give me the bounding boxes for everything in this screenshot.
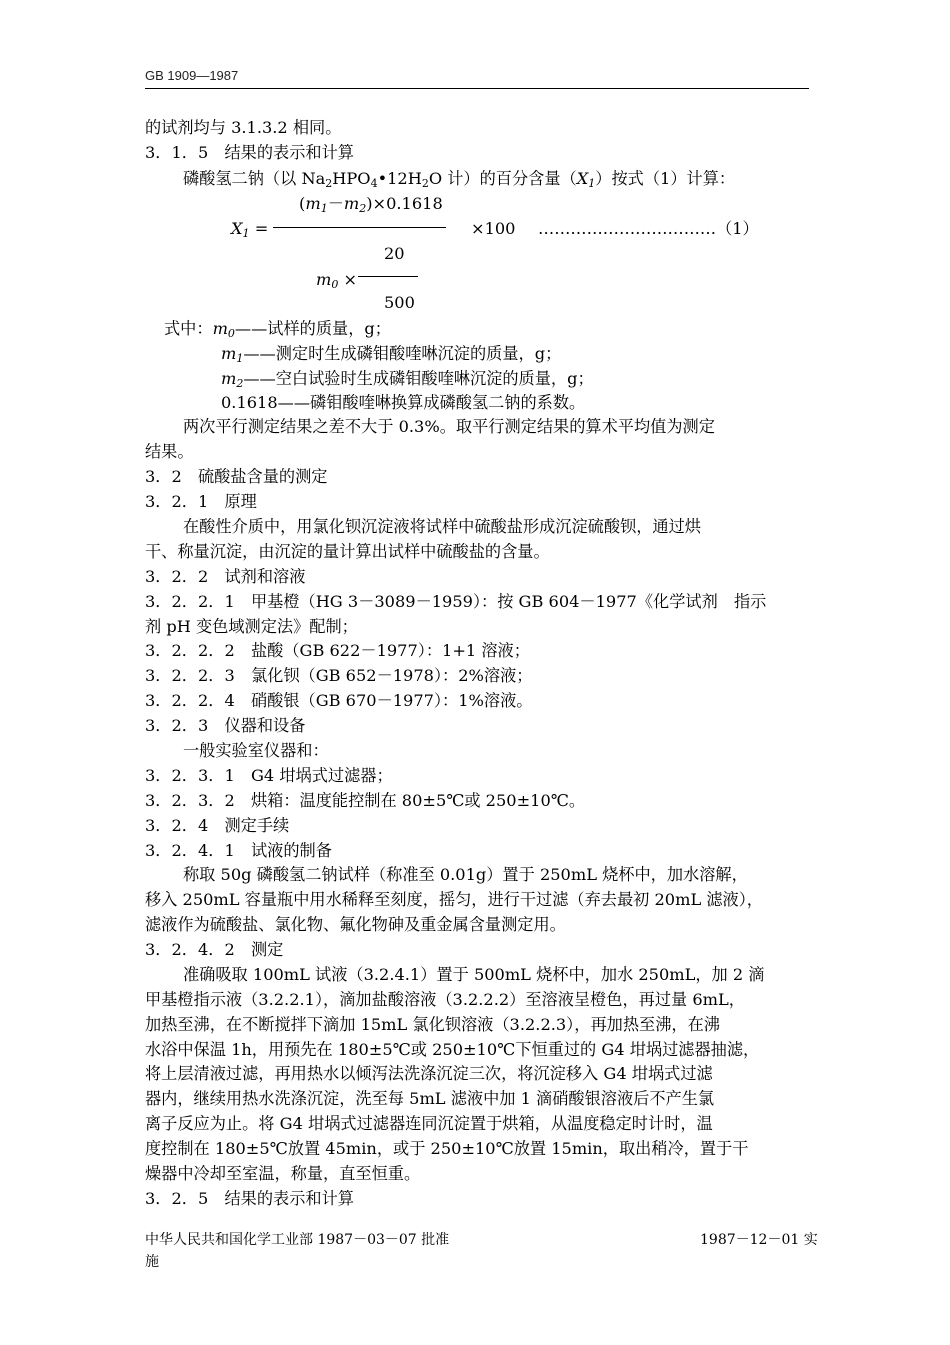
text-line: 燥器中冷却至室温，称量，直至恒重。 bbox=[145, 1164, 421, 1183]
section-heading: 3．2．4．2 测定 bbox=[145, 940, 284, 959]
text-line: 剂 pH 变色域测定法》配制； bbox=[145, 617, 358, 636]
section-heading: 3．2 硫酸盐含量的测定 bbox=[145, 467, 328, 486]
list-item: 3．2．2．4 硝酸银（GB 670－1977）：1%溶液。 bbox=[145, 691, 533, 710]
text-line: 滤液作为硫酸盐、氯化物、氟化物砷及重金属含量测定用。 bbox=[145, 915, 566, 934]
text-line: 一般实验室仪器和： bbox=[183, 741, 329, 760]
where-m1: $m_1——$测定时生成磷钼酸喹啉沉淀的质量，g； bbox=[221, 344, 562, 365]
where-coefficient: 0.1618——磷钼酸喹啉换算成磷酸氢二钠的系数。 bbox=[221, 393, 586, 412]
text-line: 干、称量沉淀，由沉淀的量计算出试样中硫酸盐的含量。 bbox=[145, 542, 550, 561]
list-item: 3．2．3．1 G4 坩埚式过滤器； bbox=[145, 766, 393, 785]
text-line: 加热至沸，在不断搅拌下滴加 15mL 氯化钡溶液（3.2.2.3），再加热至沸，在沸 bbox=[145, 1015, 720, 1034]
inner-fraction-bar bbox=[358, 276, 418, 277]
section-heading: 3．1．5 结果的表示和计算 bbox=[145, 143, 354, 162]
formula-times-100: ×100 bbox=[471, 219, 516, 238]
section-heading: 3．2．2 试剂和溶液 bbox=[145, 567, 306, 586]
where-m0: 式中：$m_0——$试样的质量，g； bbox=[164, 319, 391, 340]
text-line: 结果。 bbox=[145, 442, 194, 461]
formula-lhs: $X_1$ = bbox=[231, 219, 269, 240]
text-line: 称取 50g 磷酸氢二钠试样（称准至 0.01g）置于 250mL 烧杯中，加水溶解， bbox=[183, 865, 748, 884]
text-line: 两次平行测定结果之差不大于 0.3%。取平行测定结果的算术平均值为测定 bbox=[183, 417, 715, 436]
formula-numerator: $(m_1-m_2)\times 0.1618$ bbox=[299, 194, 443, 215]
document-number: GB 1909—1987 bbox=[145, 68, 239, 83]
section-heading: 3．2．1 原理 bbox=[145, 492, 257, 511]
footer-approval-cont: 施 bbox=[145, 1254, 159, 1270]
list-item: 3．2．2．3 氯化钡（GB 652－1978）：2%溶液； bbox=[145, 666, 533, 685]
section-heading: 3．2．3 仪器和设备 bbox=[145, 716, 306, 735]
text-line: 磷酸氢二钠（以 $Na_2HPO_4•12H_2O$ 计）的百分含量$(X_1)$按式（1）计算： bbox=[183, 169, 736, 190]
section-heading: 3．2．5 结果的表示和计算 bbox=[145, 1189, 354, 1208]
text-line: 准确吸取 100mL 试液（3.2.4.1）置于 500mL 烧杯中，加水 250mL，加 2 滴 bbox=[183, 965, 765, 984]
section-heading: 3．2．4 测定手续 bbox=[145, 816, 290, 835]
text-line: 器内，继续用热水洗涤沉淀，洗至每 5mL 滤液中加 1 滴硝酸银溶液后不产生氯 bbox=[145, 1089, 715, 1108]
section-heading: 3．2．4．1 试液的制备 bbox=[145, 841, 332, 860]
text-line: 度控制在 180±5℃放置 45min，或于 250±10℃放置 15min，取出稍冷，置于干 bbox=[145, 1139, 749, 1158]
where-m2: $m_2——$空白试验时生成磷钼酸喹啉沉淀的质量，g； bbox=[221, 369, 594, 390]
inner-numerator: 20 bbox=[384, 244, 405, 263]
fraction-bar bbox=[273, 227, 446, 228]
header-rule bbox=[145, 88, 809, 89]
inner-denominator: 500 bbox=[384, 293, 415, 312]
text-line: 移入 250mL 容量瓶中用水稀释至刻度，摇匀，进行干过滤（弃去最初 20mL 滤液）， bbox=[145, 890, 763, 909]
formula-denominator: $m_0$ × bbox=[316, 270, 358, 291]
list-item: 3．2．2．1 甲基橙（HG 3－3089－1959）：按 GB 604－1977《化学试剂 指示 bbox=[145, 592, 767, 611]
text-line: 将上层清液过滤，再用热水以倾泻法洗涤沉淀三次，将沉淀移入 G4 坩埚式过滤 bbox=[145, 1064, 713, 1083]
text-line: 在酸性介质中，用氯化钡沉淀液将试样中硫酸盐形成沉淀硫酸钡，通过烘 bbox=[183, 517, 701, 536]
text-line: 水浴中保温 1h，用预先在 180±5℃或 250±10℃下恒重过的 G4 坩埚过滤器抽滤， bbox=[145, 1040, 760, 1059]
footer-approval: 中华人民共和国化学工业部 1987－03－07 批准 bbox=[145, 1232, 450, 1248]
list-item: 3．2．2．2 盐酸（GB 622－1977）：1+1 溶液； bbox=[145, 641, 530, 660]
list-item: 3．2．3．2 烘箱：温度能控制在 80±5℃或 250±10℃。 bbox=[145, 791, 586, 810]
formula-equation-number: ……………………………（1） bbox=[538, 219, 759, 238]
text-line: 甲基橙指示液（3.2.2.1），滴加盐酸溶液（3.2.2.2）至溶液呈橙色，再过量 6mL， bbox=[145, 990, 745, 1009]
text-line: 的试剂均与 3.1.3.2 相同。 bbox=[145, 118, 342, 137]
footer-effective-date: 1987－12－01 实 bbox=[700, 1232, 818, 1248]
text-line: 离子反应为止。将 G4 坩埚式过滤器连同沉淀置于烘箱，从温度稳定时计时，温 bbox=[145, 1114, 713, 1133]
